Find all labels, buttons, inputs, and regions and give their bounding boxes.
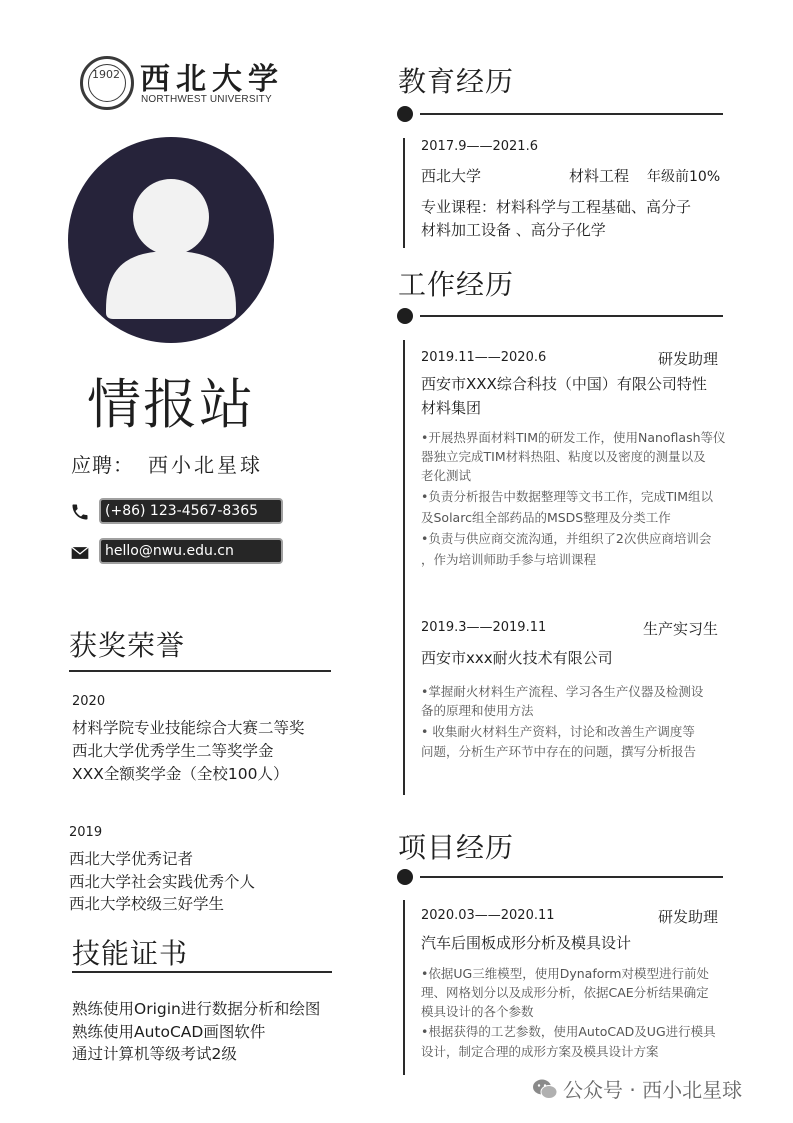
award-item: 西北大学社会实践优秀个人	[69, 873, 256, 891]
work-title: 工作经历	[398, 268, 515, 301]
skill-item: 熟练使用AutoCAD画图软件	[72, 1023, 266, 1041]
skill-item: 通过计算机等级考试2级	[72, 1045, 237, 1063]
projects-title: 项目经历	[398, 831, 515, 864]
award-year: 2019	[69, 825, 103, 840]
avatar-placeholder-icon	[68, 137, 274, 343]
grade-rank: 年级前10%	[647, 169, 721, 185]
university-seal-logo	[80, 56, 134, 110]
timeline-line	[403, 340, 405, 795]
candidate-name: 情报站	[87, 373, 255, 436]
job-company: 西安市xxx耐火技术有限公司	[421, 649, 613, 667]
project-bullet: 设计，制定合理的成形方案及模具设计方案	[421, 1044, 659, 1059]
timeline-line	[403, 900, 405, 1075]
job-bullet: •掌握耐火材料生产流程、学习各生产仪器及检测设	[421, 684, 704, 699]
seal-year: 1902	[92, 68, 120, 81]
major-name: 材料工程	[569, 167, 630, 185]
apply-position	[71, 449, 263, 478]
job-bullet: 备的原理和使用方法	[421, 703, 534, 718]
skills-title: 技能证书	[72, 937, 189, 970]
award-item: XXX全额奖学金（全校100人）	[72, 765, 289, 783]
job-bullet: 及Solarc组全部药品的MSDS整理及分类工作	[421, 510, 671, 525]
wechat-icon	[532, 1078, 558, 1100]
apply-value: 西小北星球	[148, 453, 263, 477]
skill-item: 熟练使用Origin进行数据分析和绘图	[72, 1000, 321, 1018]
timeline-line	[403, 138, 405, 248]
project-bullet: •根据获得的工艺参数，使用AutoCAD及UG进行模具	[421, 1024, 716, 1039]
job-bullet: ，作为培训师助手参与培训课程	[421, 552, 597, 567]
project-bullet: 理、网格划分以及成形分析，依据CAE分析结果确定	[421, 985, 709, 1000]
job-bullet: 老化测试	[421, 468, 472, 483]
projects-divider	[420, 876, 723, 878]
mail-icon	[70, 543, 90, 563]
courses-line: 专业课程：材料科学与工程基础、高分子	[421, 198, 692, 216]
education-period: 2017.9——2021.6	[421, 139, 538, 154]
work-divider	[420, 315, 723, 317]
project-period: 2020.03——2020.11	[421, 908, 555, 923]
watermark-text: 公众号 · 西小北星球	[563, 1078, 743, 1102]
job-bullet: •负责分析报告中数据整理等文书工作，完成TIM组以	[421, 489, 713, 504]
job-bullet: • 收集耐火材料生产资料，讨论和改善生产调度等	[421, 724, 695, 739]
education-title: 教育经历	[398, 65, 515, 98]
awards-divider	[69, 670, 331, 672]
awards-title: 获奖荣誉	[69, 629, 186, 662]
project-name: 汽车后围板成形分析及模具设计	[421, 934, 632, 952]
project-role: 研发助理	[658, 908, 719, 926]
courses-line: 材料加工设备 、高分子化学	[421, 221, 606, 239]
avatar	[68, 137, 274, 343]
skills-divider	[72, 971, 332, 973]
timeline-dot	[397, 869, 413, 885]
university-name-logo: 西北大学	[140, 62, 284, 97]
timeline-dot	[397, 308, 413, 324]
award-item: 西北大学优秀记者	[69, 850, 194, 868]
apply-label: 应聘：	[71, 453, 134, 477]
job-role: 生产实习生	[643, 620, 719, 638]
award-year: 2020	[72, 694, 106, 709]
job-bullet: 器独立完成TIM材料热阻、粘度以及密度的测量以及	[421, 449, 706, 464]
project-bullet: •依据UG三维模型，使用Dynaform对模型进行前处	[421, 966, 709, 981]
job-role: 研发助理	[658, 350, 719, 368]
job-company: 材料集团	[421, 399, 482, 417]
university-english-name: NORTHWEST UNIVERSITY	[141, 94, 272, 105]
job-bullet: •开展热界面材料TIM的研发工作，使用Nanoflash等仪	[421, 430, 726, 445]
email-field: hello@nwu.edu.cn	[99, 538, 283, 564]
job-period: 2019.3——2019.11	[421, 620, 547, 635]
project-bullet: 模具设计的各个参数	[421, 1004, 534, 1019]
job-period: 2019.11——2020.6	[421, 350, 547, 365]
award-item: 西北大学优秀学生二等奖学金	[72, 742, 274, 760]
school-name: 西北大学	[421, 167, 482, 185]
job-company: 西安市XXX综合科技（中国）有限公司特性	[421, 375, 707, 393]
job-bullet: 问题，分析生产环节中存在的问题，撰写分析报告	[421, 744, 697, 759]
award-item: 西北大学校级三好学生	[69, 895, 225, 913]
job-bullet: •负责与供应商交流沟通，并组织了2次供应商培训会	[421, 531, 712, 546]
phone-field: (+86) 123-4567-8365	[99, 498, 283, 524]
phone-icon	[70, 502, 90, 522]
education-divider	[420, 113, 723, 115]
award-item: 材料学院专业技能综合大赛二等奖	[72, 719, 305, 737]
timeline-dot	[397, 106, 413, 122]
